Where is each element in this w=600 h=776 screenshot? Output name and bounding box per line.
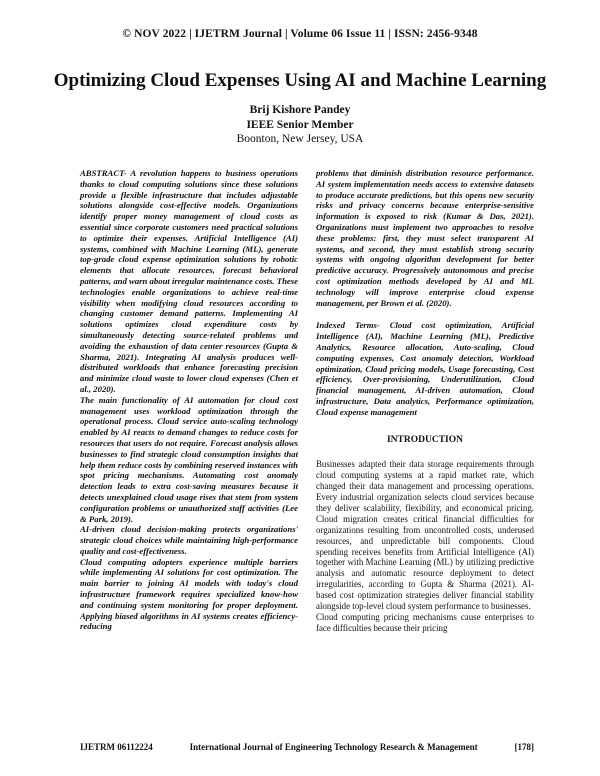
author-block	[0, 103, 600, 147]
paper-title: Optimizing Cloud Expenses Using AI and Machine Learning	[53, 70, 547, 91]
author-location: Boonton, New Jersey, USA	[236, 133, 364, 145]
index-terms: Indexed Terms- Cloud cost optimization, Artificial Intelligence (AI), Machine Learning (ML), Predictive Analytics, Resource allocation, Auto-scaling, Cloud computing expenses, Cost anomaly detection, Workload optimization, Cloud pricing models, Usage forecasting, Cost efficiency, Over-provisioning, Underutilization, Cloud financial management, AI-driven automation, Cloud infrastructure, Data analytics, Performance optimization, Cloud expense management	[316, 320, 534, 417]
right-column	[316, 168, 534, 634]
introduction-paragraph-1: Businesses adapted their data storage requirements through cloud computing systems at a rapid market rate, which changed their data management and processing operations. Every industrial organization selects cloud services because they deliver scalability, flexibility, and economical pricing. Cloud migration creates critical financial difficulties for organizations resulting from uncontrolled costs, underused resources, and unpredictable bill components. Cloud spending receives benefits from Artificial Intelligence (AI) together with Machine Learning (ML) by utilizing predictive analysis and automatic resource deployment to detect irregularities, according to Gupta & Sharma (2021). AI-based cost optimization strategies deliver financial stability alongside top-level cloud system performance to businesses.	[316, 459, 534, 612]
abstract-paragraph-5: problems that diminish distribution resource performance. AI system implementation needs access to extensive datasets to produce accurate predictions, but this opens new security risks and privacy concerns because enterprise-sensitive information is exposed to risk (Kumar & Das, 2021). Organizations must implement two approaches to resolve these problems: first, they must select transparent AI systems, and second, they must establish strong security systems with ongoing algorithm development for better predictive accuracy. Progressively autonomous and precise cost optimization methods developed by AI and ML technology will improve enterprise cloud expense management, per Brown et al. (2020).	[316, 168, 534, 308]
abstract-paragraph-2: The main functionality of AI automation for cloud cost management uses workload optimization through the operational process. Cloud service auto-scaling technology enabled by AI reacts to demand changes to reduce costs for resources that users do not require. Forecast analysis allows businesses to find strategic cloud consumption insights that help them reduce costs by combining reserved instances with spot pricing mechanisms. Automating cost anomaly detection leads to extra cost-saving measures because it detects unexplained cloud usage rises that stem from system configuration problems or unauthorized staff activities (Lee & Park, 2019).	[80, 394, 298, 524]
introduction-paragraph-2: Cloud computing pricing mechanisms cause enterprises to face difficulties because their pricing	[316, 612, 534, 633]
author-name: Brij Kishore Pandey	[249, 104, 351, 116]
footer-page-number: [178]	[514, 742, 534, 752]
author-position: IEEE Senior Member	[246, 118, 354, 131]
abstract-paragraph-4: Cloud computing adopters experience multiple barriers while implementing AI solutions for cost optimization. The main barrier to joining AI models with today's cloud infrastructure framework requires specialized know-how and continuing system monitoring for proper deployment. Applying biased algorithms in AI systems creates efficiency-reducing	[80, 556, 298, 632]
left-column	[80, 168, 298, 632]
introduction-heading: INTRODUCTION	[386, 434, 463, 445]
page-footer	[80, 742, 534, 752]
journal-header: © NOV 2022 | IJETRM Journal | Volume 06 Issue 11 | ISSN: 2456-9348	[122, 28, 478, 40]
footer-paper-id: IJETRM 06112224	[80, 742, 153, 752]
footer-journal-name: International Journal of Engineering Technology Research & Management	[189, 742, 478, 752]
abstract-paragraph-3: AI-driven cloud decision-making protects organizations' strategic cloud choices while maintaining high-performance quality and cost-effectiveness.	[80, 524, 298, 556]
abstract-paragraph-1: ABSTRACT- A revolution happens to business operations thanks to cloud computing solutions since these solutions provide a flexible infrastructure that includes adjustable solutions alongside cost-effective models. Organizations identify proper money management of cloud costs as essential since corporate customers need practical solutions to optimize their expenses. Artificial Intelligence (AI) systems, combined with Machine Learning (ML), generate top-grade cloud expense optimization solutions by robotic elements that allocate resources, forecast behavioral patterns, and warn about irregular maintenance costs. These technologies enable organizations to achieve real-time visibility when modifying cloud resources according to changing customer demand patterns. Implementing AI solutions optimizes cloud expenditure costs by simultaneously detecting source-related problems and avoiding the exhaustion of data center resources (Gupta & Sharma, 2021). Integrating AI analysis produces well-distributed workloads that enhance forecasting precision and minimize cloud waste to lower cloud expenses (Chen et al., 2020).	[80, 168, 298, 394]
